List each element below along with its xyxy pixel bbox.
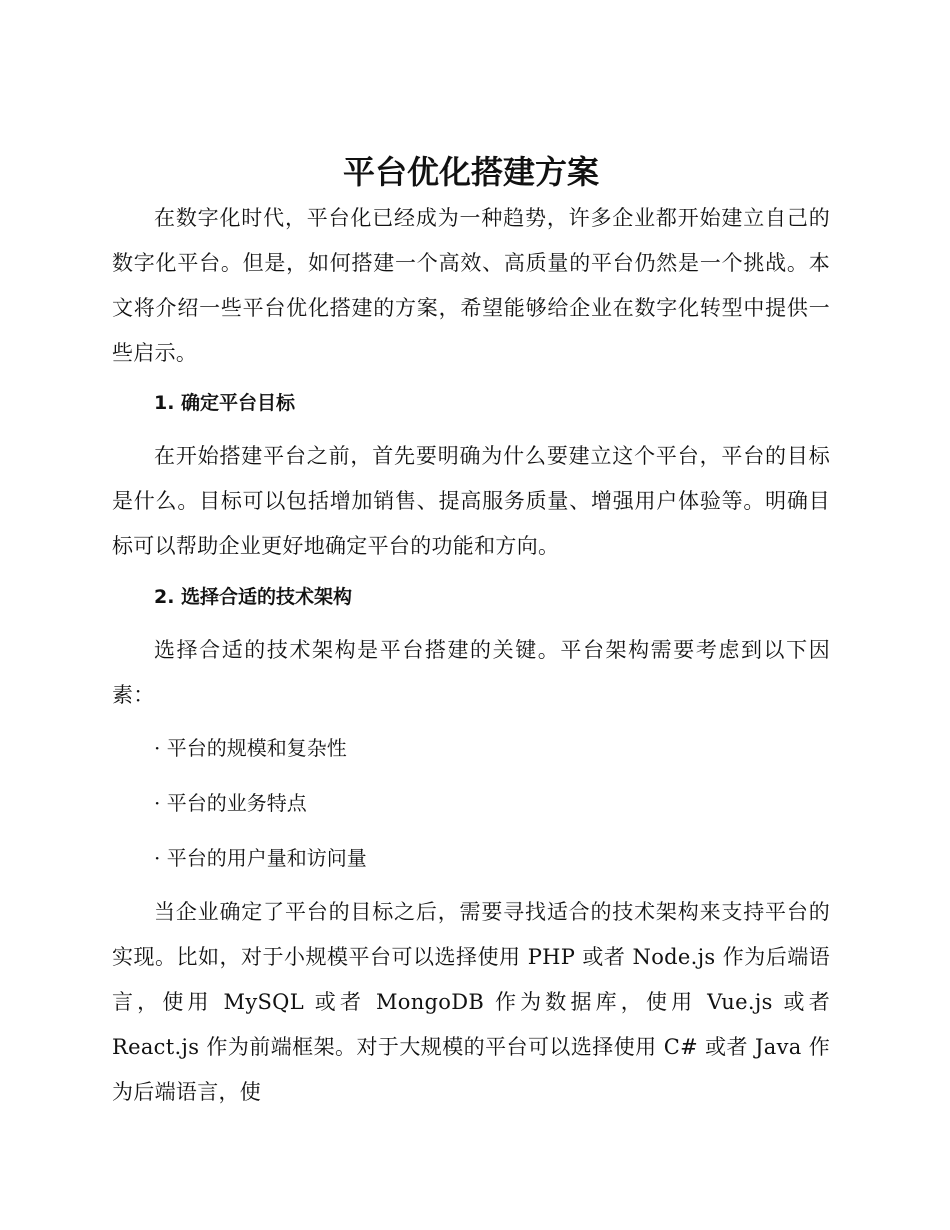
section-2-paragraph-2: 当企业确定了平台的目标之后，需要寻找适合的技术架构来支持平台的实现。比如，对于小规模平台可以选择使用 PHP 或者 Node.js 作为后端语言，使用 MySQL 或者 MongoDB 作为数据库，使用 Vue.js 或者 React.js 作为前端框架。对于大规模的平台可以选择使用 C# 或者 Java 作为后端语言，使 xyxy=(112,900,830,1104)
bullet-item: · 平台的规模和复杂性 xyxy=(154,736,347,760)
bullet-item: · 平台的用户量和访问量 xyxy=(154,846,367,870)
section-2-paragraph: 选择合适的技术架构是平台搭建的关键。平台架构需要考虑到以下因素： xyxy=(112,638,830,707)
section-1-heading: 1. 确定平台目标 xyxy=(154,392,296,414)
section-2-heading: 2. 选择合适的技术架构 xyxy=(154,586,353,608)
section-1-paragraph: 在开始搭建平台之前，首先要明确为什么要建立这个平台，平台的目标是什么。目标可以包括增加销售、提高服务质量、增强用户体验等。明确目标可以帮助企业更好地确定平台的功能和方向。 xyxy=(112,444,830,558)
intro-paragraph: 在数字化时代，平台化已经成为一种趋势，许多企业都开始建立自己的数字化平台。但是，如何搭建一个高效、高质量的平台仍然是一个挑战。本文将介绍一些平台优化搭建的方案，希望能够给企业在数字化转型中提供一些启示。 xyxy=(112,206,830,365)
bullet-item: · 平台的业务特点 xyxy=(154,791,307,815)
document-title: 平台优化搭建方案 xyxy=(342,153,599,191)
